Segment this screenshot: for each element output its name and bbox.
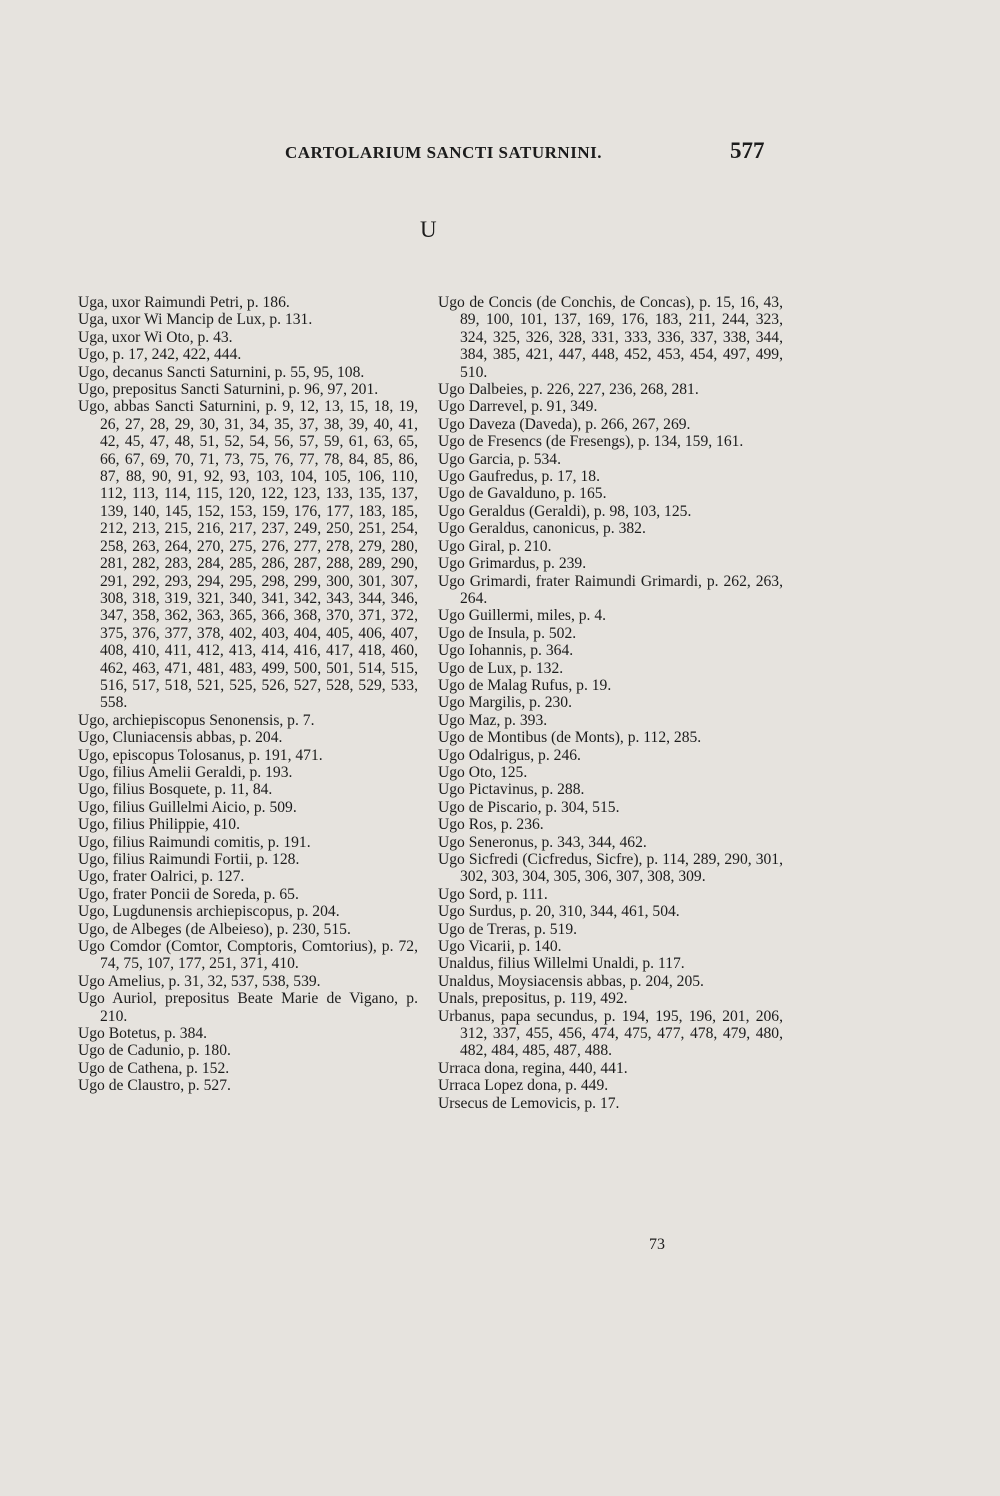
index-entry: Ugo Maz, p. 393. [438, 711, 548, 729]
index-entry: Ugo, abbas Sancti Saturnini, p. 9, 12, 13, 15, 18, 19, 26, 27, 28, 29, 30, 31, 34, 35, 37, 38, 39, 40, 41, 42, 45, 47, 48, 51, 52, 54, 56, 57, 59, 61, 63, 65, 66, 67, 69, 70, 71, 73, 75, 76, 77, 78, 84, 85, 86, 87, 88, 90, 91, 92, 93, 103, 104, 105, 106, 110, 112, 113, 114, 115, 120, 122, 123, 133, 135, 137, 139, 140, 145, 152, 153, 159, 176, 177, 183, 185, 212, 213, 215, 216, 217, 237, 249, 250, 251, 254, 258, 263, 264, 270, 275, 276, 277, 278, 279, 280, 281, 282, 283, 284, 285, 286, 287, 288, 289, 290, 291, 292, 293, 294, 295, 298, 299, 300, 301, 307, 308, 318, 319, 321, 340, 341, 342, 343, 344, 346, 347, 358, 362, 363, 365, 366, 368, 370, 371, 372, 375, 376, 377, 378, 402, 403, 404, 405, 406, 407, 408, 410, 411, 412, 413, 414, 416, 417, 418, 460, 462, 463, 471, 481, 483, 499, 500, 501, 514, 515, 516, 517, 518, 521, 525, 526, 527, 528, 529, 533, 558. [78, 398, 418, 712]
index-entry: Ugo de Concis (de Conchis, de Concas), p. 15, 16, 43, 89, 100, 101, 137, 169, 176, 183, 211, 244, 323, 324, 325, 326, 328, 331, 333, 336, 337, 338, 344, 384, 385, 421, 447, 448, 452, 453, 454, 497, 499, 510. [438, 294, 783, 381]
signature-mark: 73 [649, 1236, 665, 1253]
index-entry: Ugo de Cathena, p. 152. [78, 1059, 230, 1077]
index-entry: Ugo de Gavalduno, p. 165. [438, 485, 607, 503]
index-entry: Ugo Amelius, p. 31, 32, 537, 538, 539. [78, 972, 321, 990]
index-entry: Ugo, frater Oalrici, p. 127. [78, 868, 245, 886]
index-entry: Uga, uxor Raimundi Petri, p. 186. [78, 294, 290, 311]
index-entry: Ugo Vicarii, p. 140. [438, 938, 562, 956]
index-column-right [438, 294, 783, 1112]
index-entry: Ugo de Malag Rufus, p. 19. [438, 676, 612, 694]
index-entry: Ugo Botetus, p. 384. [78, 1025, 208, 1043]
index-entry: Ugo, Lugdunensis archiepiscopus, p. 204. [78, 903, 340, 921]
index-entry: Urbanus, papa secundus, p. 194, 195, 196, 201, 206, 312, 337, 455, 456, 474, 475, 477, 478, 479, 480, 482, 484, 485, 487, 488. [438, 1007, 783, 1060]
index-entry: Unals, prepositus, p. 119, 492. [438, 990, 628, 1008]
index-entry: Ugo Geraldus (Geraldi), p. 98, 103, 125. [438, 502, 692, 520]
index-entry: Ugo, filius Philippie, 410. [78, 816, 241, 834]
index-entry: Ugo Grimardi, frater Raimundi Grimardi, p. 262, 263, 264. [438, 572, 783, 607]
index-entry: Ugo de Treras, p. 519. [438, 920, 578, 938]
running-title: CARTOLARIUM SANCTI SATURNINI. [285, 143, 602, 162]
index-entry: Ugo de Insula, p. 502. [438, 624, 577, 642]
index-entry: Ugo Ros, p. 236. [438, 816, 544, 834]
index-entry: Ugo Oto, 125. [438, 763, 528, 781]
index-entry: Urraca Lopez dona, p. 449. [438, 1077, 609, 1095]
index-entry: Ugo, filius Raimundi comitis, p. 191. [78, 833, 311, 851]
section-letter: U [420, 217, 437, 242]
index-entry: Ugo, decanus Sancti Saturnini, p. 55, 95, 108. [78, 363, 365, 381]
index-entry: Ugo de Lux, p. 132. [438, 659, 564, 677]
index-entry: Ugo Margilis, p. 230. [438, 694, 572, 712]
index-entry: Ugo Giral, p. 210. [438, 537, 552, 555]
index-entry: Ugo Geraldus, canonicus, p. 382. [438, 520, 646, 538]
index-entry: Ugo, Cluniacensis abbas, p. 204. [78, 729, 283, 747]
index-entry: Ugo Surdus, p. 20, 310, 344, 461, 504. [438, 903, 680, 921]
index-entry: Unaldus, filius Willelmi Unaldi, p. 117. [438, 955, 685, 973]
index-entry: Ugo Daveza (Daveda), p. 266, 267, 269. [438, 415, 691, 433]
index-entry: Ursecus de Lemovicis, p. 17. [438, 1094, 620, 1112]
index-entry: Ugo, filius Bosquete, p. 11, 84. [78, 781, 273, 799]
index-entry: Uga, uxor Wi Mancip de Lux, p. 131. [78, 311, 313, 329]
index-entry: Ugo, de Albeges (de Albeieso), p. 230, 515. [78, 920, 351, 938]
index-entry: Unaldus, Moysiacensis abbas, p. 204, 205. [438, 972, 704, 990]
index-entry: Ugo, frater Poncii de Soreda, p. 65. [78, 885, 299, 903]
index-entry: Ugo de Cadunio, p. 180. [78, 1042, 231, 1060]
index-entry: Ugo de Fresencs (de Fresengs), p. 134, 159, 161. [438, 433, 744, 451]
index-entry: Ugo Sord, p. 111. [438, 885, 548, 903]
index-entry: Ugo Seneronus, p. 343, 344, 462. [438, 833, 647, 851]
page-number: 577 [730, 138, 765, 163]
index-entry: Ugo, episcopus Tolosanus, p. 191, 471. [78, 746, 323, 764]
index-entry: Ugo, filius Guillelmi Aicio, p. 509. [78, 798, 297, 816]
index-entry: Ugo Pictavinus, p. 288. [438, 781, 585, 799]
index-entry: Ugo Sicfredi (Cicfredus, Sicfre), p. 114, 289, 290, 301, 302, 303, 304, 305, 306, 307, 308, 309. [438, 851, 783, 886]
index-entry: Ugo de Claustro, p. 527. [78, 1077, 231, 1095]
index-entry: Ugo de Piscario, p. 304, 515. [438, 798, 620, 816]
index-entry: Uga, uxor Wi Oto, p. 43. [78, 328, 233, 346]
index-entry: Ugo Guillermi, miles, p. 4. [438, 607, 607, 625]
index-entry: Ugo, prepositus Sancti Saturnini, p. 96, 97, 201. [78, 381, 379, 399]
index-entry: Ugo Grimardus, p. 239. [438, 555, 587, 573]
index-entry: Ugo Iohannis, p. 364. [438, 642, 574, 660]
index-entry: Ugo, p. 17, 242, 422, 444. [78, 346, 242, 364]
index-entry: Ugo, filius Raimundi Fortii, p. 128. [78, 851, 300, 868]
index-entry: Ugo, archiepiscopus Senonensis, p. 7. [78, 711, 315, 729]
index-column-left [78, 294, 418, 1095]
index-entry: Ugo Odalrigus, p. 246. [438, 746, 581, 764]
index-entry: Ugo Comdor (Comtor, Comptoris, Comtorius), p. 72, 74, 75, 107, 177, 251, 371, 410. [78, 938, 418, 973]
index-entry: Ugo Gaufredus, p. 17, 18. [438, 468, 600, 486]
index-entry: Urraca dona, regina, 440, 441. [438, 1059, 628, 1077]
index-entry: Ugo Dalbeies, p. 226, 227, 236, 268, 281. [438, 381, 699, 399]
index-entry: Ugo, filius Amelii Geraldi, p. 193. [78, 763, 293, 781]
index-entry: Ugo de Montibus (de Monts), p. 112, 285. [438, 729, 702, 747]
index-entry: Ugo Darrevel, p. 91, 349. [438, 398, 598, 416]
index-entry: Ugo Auriol, prepositus Beate Marie de Vigano, p. 210. [78, 990, 418, 1025]
index-entry: Ugo Garcia, p. 534. [438, 450, 561, 468]
